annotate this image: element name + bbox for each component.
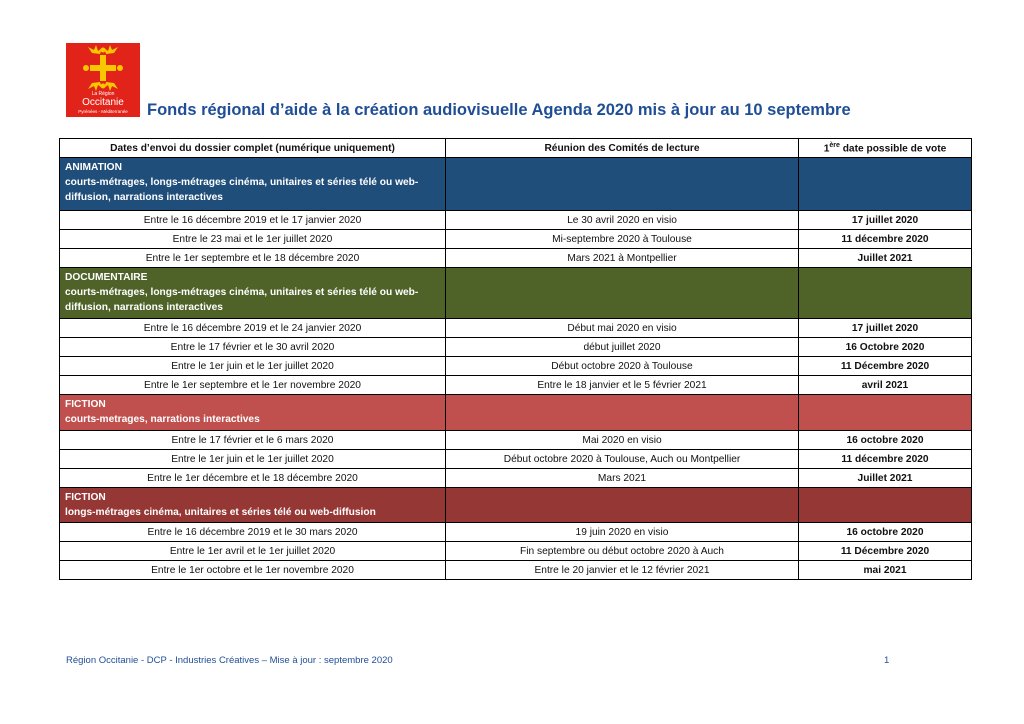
table-row (60, 249, 972, 268)
cell-reunion: début juillet 2020 (446, 338, 799, 357)
cell-date-vote: 11 Décembre 2020 (799, 542, 972, 561)
cell-reunion: Entre le 20 janvier et le 12 février 2021 (446, 561, 799, 580)
header-date-vote-sup: ère (829, 141, 840, 149)
table-row (60, 450, 972, 469)
cell-dates-envoi: Entre le 1er septembre et le 18 décembre 2020 (60, 249, 446, 268)
cell-dates-envoi: Entre le 1er juin et le 1er juillet 2020 (60, 450, 446, 469)
cell-date-vote: 16 octobre 2020 (799, 431, 972, 450)
table-row (60, 431, 972, 450)
cell-dates-envoi: Entre le 16 décembre 2019 et le 30 mars 2020 (60, 523, 446, 542)
section-name: ANIMATION (65, 162, 122, 173)
cell-dates-envoi: Entre le 17 février et le 30 avril 2020 (60, 338, 446, 357)
header-reunion-comites: Réunion des Comités de lecture (446, 139, 799, 158)
logo-line1: La Région (91, 91, 115, 97)
section-title-cell (60, 158, 446, 211)
cell-date-vote: 11 Décembre 2020 (799, 357, 972, 376)
cell-dates-envoi: Entre le 1er octobre et le 1er novembre 2020 (60, 561, 446, 580)
cell-reunion: Mi-septembre 2020 à Toulouse (446, 230, 799, 249)
cell-dates-envoi: Entre le 23 mai et le 1er juillet 2020 (60, 230, 446, 249)
cell-dates-envoi: Entre le 17 février et le 6 mars 2020 (60, 431, 446, 450)
cell-date-vote: mai 2021 (799, 561, 972, 580)
section-header-row (60, 488, 972, 523)
cell-date-vote: 11 décembre 2020 (799, 450, 972, 469)
section-header-row (60, 268, 972, 319)
logo-line2: Occitanie (82, 97, 124, 108)
cell-reunion: Début octobre 2020 à Toulouse, Auch ou Montpellier (446, 450, 799, 469)
cell-dates-envoi: Entre le 16 décembre 2019 et le 17 janvier 2020 (60, 211, 446, 230)
page-title: Fonds régional d’aide à la création audiovisuelle Agenda 2020 mis à jour au 10 septembre (147, 101, 851, 119)
table-header-row (60, 139, 972, 158)
cell-date-vote: avril 2021 (799, 376, 972, 395)
cell-date-vote: 17 juillet 2020 (799, 319, 972, 338)
table-row (60, 357, 972, 376)
cell-date-vote: 16 octobre 2020 (799, 523, 972, 542)
table-row (60, 211, 972, 230)
table-row (60, 230, 972, 249)
header-dates-envoi: Dates d’envoi du dossier complet (numérique uniquement) (60, 139, 446, 158)
cell-dates-envoi: Entre le 1er septembre et le 1er novembre 2020 (60, 376, 446, 395)
header-date-vote (799, 139, 972, 158)
table-row (60, 523, 972, 542)
table-row (60, 338, 972, 357)
header-date-vote-pre: 1 (823, 143, 830, 155)
section-name: FICTION (65, 492, 106, 503)
table-row (60, 542, 972, 561)
footer-text: Région Occitanie - DCP - Industries Créatives – Mise à jour : septembre 2020 (66, 655, 393, 666)
cell-date-vote: 17 juillet 2020 (799, 211, 972, 230)
table-row (60, 319, 972, 338)
section-subtitle: courts-metrages, narrations interactives (65, 414, 260, 425)
logo-line3: Pyrénées - Méditerranée (78, 109, 128, 114)
occitan-cross-icon (66, 43, 140, 93)
table-row (60, 561, 972, 580)
section-title-cell (60, 395, 446, 431)
section-title-cell (60, 488, 446, 523)
region-occitanie-logo (66, 43, 140, 117)
table-row (60, 376, 972, 395)
header-date-vote-post: date possible de vote (839, 143, 947, 155)
section-empty-cell (799, 488, 972, 523)
section-empty-cell (446, 395, 799, 431)
cell-dates-envoi: Entre le 1er avril et le 1er juillet 2020 (60, 542, 446, 561)
section-empty-cell (446, 488, 799, 523)
cell-date-vote: Juillet 2021 (799, 249, 972, 268)
cell-date-vote: 11 décembre 2020 (799, 230, 972, 249)
section-subtitle: courts-métrages, longs-métrages cinéma, unitaires et séries télé ou web-diffusion, narrations interactives (65, 177, 419, 203)
section-empty-cell (446, 158, 799, 211)
cell-dates-envoi: Entre le 16 décembre 2019 et le 24 janvier 2020 (60, 319, 446, 338)
section-empty-cell (446, 268, 799, 319)
cell-date-vote: Juillet 2021 (799, 469, 972, 488)
section-title-cell (60, 268, 446, 319)
cell-reunion: 19 juin 2020 en visio (446, 523, 799, 542)
section-header-row (60, 395, 972, 431)
agenda-table (59, 138, 972, 580)
cell-dates-envoi: Entre le 1er décembre et le 18 décembre 2020 (60, 469, 446, 488)
section-subtitle: courts-métrages, longs-métrages cinéma, unitaires et séries télé ou web-diffusion, narrations interactives (65, 287, 419, 313)
section-name: FICTION (65, 399, 106, 410)
section-subtitle: longs-métrages cinéma, unitaires et séries télé ou web-diffusion (65, 507, 376, 518)
cell-reunion: Début octobre 2020 à Toulouse (446, 357, 799, 376)
cell-date-vote: 16 Octobre 2020 (799, 338, 972, 357)
cell-dates-envoi: Entre le 1er juin et le 1er juillet 2020 (60, 357, 446, 376)
cell-reunion: Mai 2020 en visio (446, 431, 799, 450)
cell-reunion: Le 30 avril 2020 en visio (446, 211, 799, 230)
section-empty-cell (799, 395, 972, 431)
table-row (60, 469, 972, 488)
cell-reunion: Mars 2021 à Montpellier (446, 249, 799, 268)
section-empty-cell (799, 268, 972, 319)
agenda-table-body (60, 158, 972, 580)
cell-reunion: Mars 2021 (446, 469, 799, 488)
section-empty-cell (799, 158, 972, 211)
page-number: 1 (884, 655, 890, 666)
cell-reunion: Fin septembre ou début octobre 2020 à Auch (446, 542, 799, 561)
cell-reunion: Début mai 2020 en visio (446, 319, 799, 338)
section-header-row (60, 158, 972, 211)
cell-reunion: Entre le 18 janvier et le 5 février 2021 (446, 376, 799, 395)
section-name: DOCUMENTAIRE (65, 272, 148, 283)
